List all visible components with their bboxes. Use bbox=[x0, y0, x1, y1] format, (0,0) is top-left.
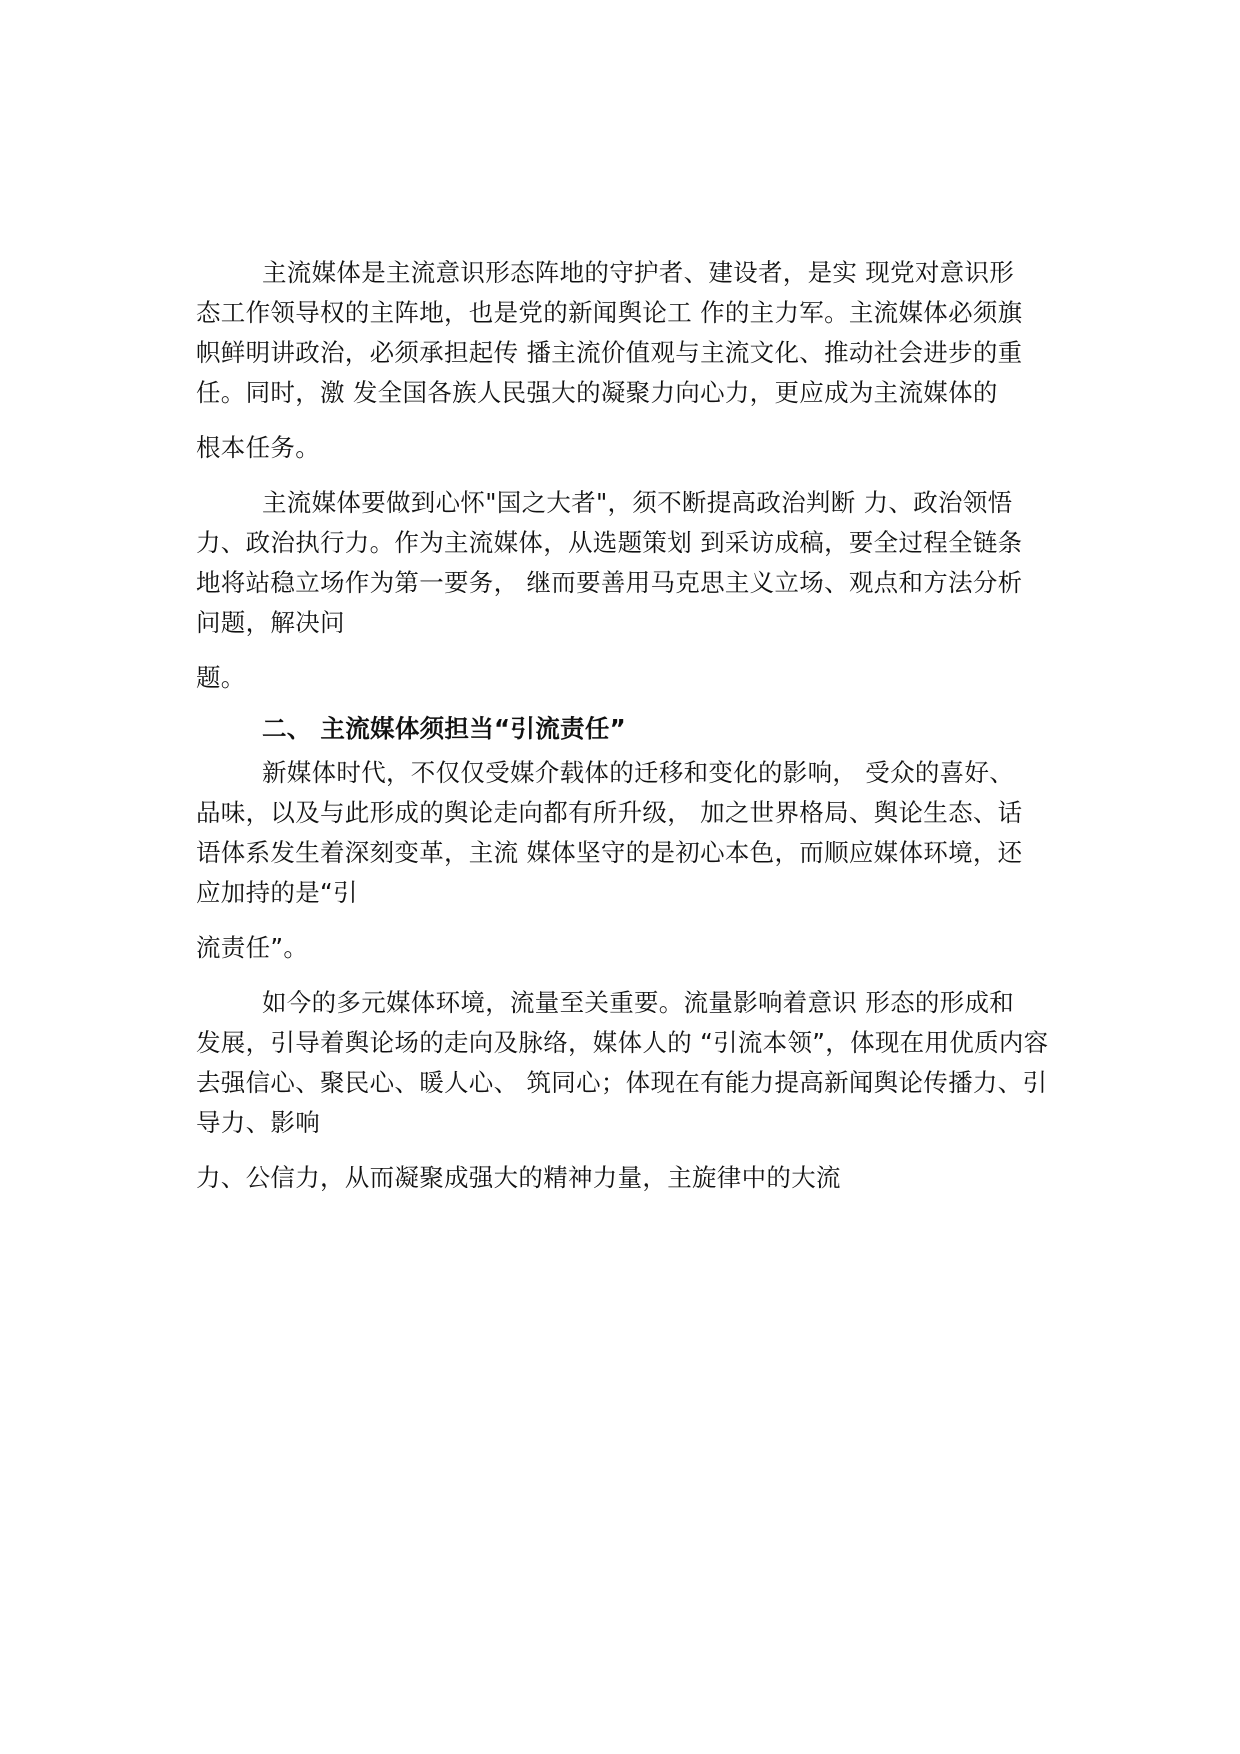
paragraph-1-line-4: 任。同时，激 发全国各族人民强大的凝聚力向心力，更应成为主流媒体的 bbox=[196, 378, 998, 407]
section-heading: 二、 主流媒体须担当“引流责任” bbox=[262, 714, 627, 743]
paragraph-3-line-1: 新媒体时代，不仅仅受媒介载体的迁移和变化的影响， 受众的喜好、 bbox=[262, 758, 1015, 787]
paragraph-4-line-3: 去强信心、聚民心、暖人心、 筑同心；体现在有能力提高新闻舆论传播力、引 bbox=[196, 1068, 1048, 1097]
paragraph-4-line-4: 导力、影响 bbox=[196, 1108, 320, 1137]
paragraph-2-line-5: 题。 bbox=[196, 663, 246, 692]
paragraph-3-line-4: 应加持的是“引 bbox=[196, 878, 358, 907]
paragraph-1-line-2: 态工作领导权的主阵地，也是党的新闻舆论工 作的主力军。主流媒体必须旗 bbox=[196, 298, 1023, 327]
paragraph-3-line-3: 语体系发生着深刻变革，主流 媒体坚守的是初心本色，而顺应媒体环境，还 bbox=[196, 838, 1023, 867]
paragraph-4-line-2: 发展，引导着舆论场的走向及脉络，媒体人的 “引流本领”，体现在用优质内容 bbox=[196, 1028, 1049, 1057]
paragraph-4-line-5: 力、公信力，从而凝聚成强大的精神力量，主旋律中的大流 bbox=[196, 1163, 841, 1192]
paragraph-3-line-2: 品味，以及与此形成的舆论走向都有所升级， 加之世界格局、舆论生态、话 bbox=[196, 798, 1023, 827]
paragraph-1-line-5: 根本任务。 bbox=[196, 433, 320, 462]
paragraph-2-line-2: 力、政治执行力。作为主流媒体，从选题策划 到采访成稿，要全过程全链条 bbox=[196, 528, 1023, 557]
paragraph-3-line-5: 流责任”。 bbox=[196, 933, 309, 962]
paragraph-2-line-4: 问题，解决问 bbox=[196, 608, 345, 637]
paragraph-1-line-3: 帜鲜明讲政治，必须承担起传 播主流价值观与主流文化、推动社会进步的重 bbox=[196, 338, 1023, 367]
paragraph-4-line-1: 如今的多元媒体环境，流量至关重要。流量影响着意识 形态的形成和 bbox=[262, 988, 1015, 1017]
paragraph-2-line-3: 地将站稳立场作为第一要务， 继而要善用马克思主义立场、观点和方法分析 bbox=[196, 568, 1023, 597]
paragraph-1-line-1: 主流媒体是主流意识形态阵地的守护者、建设者，是实 现党对意识形 bbox=[262, 258, 1015, 287]
paragraph-2-line-1: 主流媒体要做到心怀"国之大者"，须不断提高政治判断 力、政治领悟 bbox=[262, 488, 1013, 517]
